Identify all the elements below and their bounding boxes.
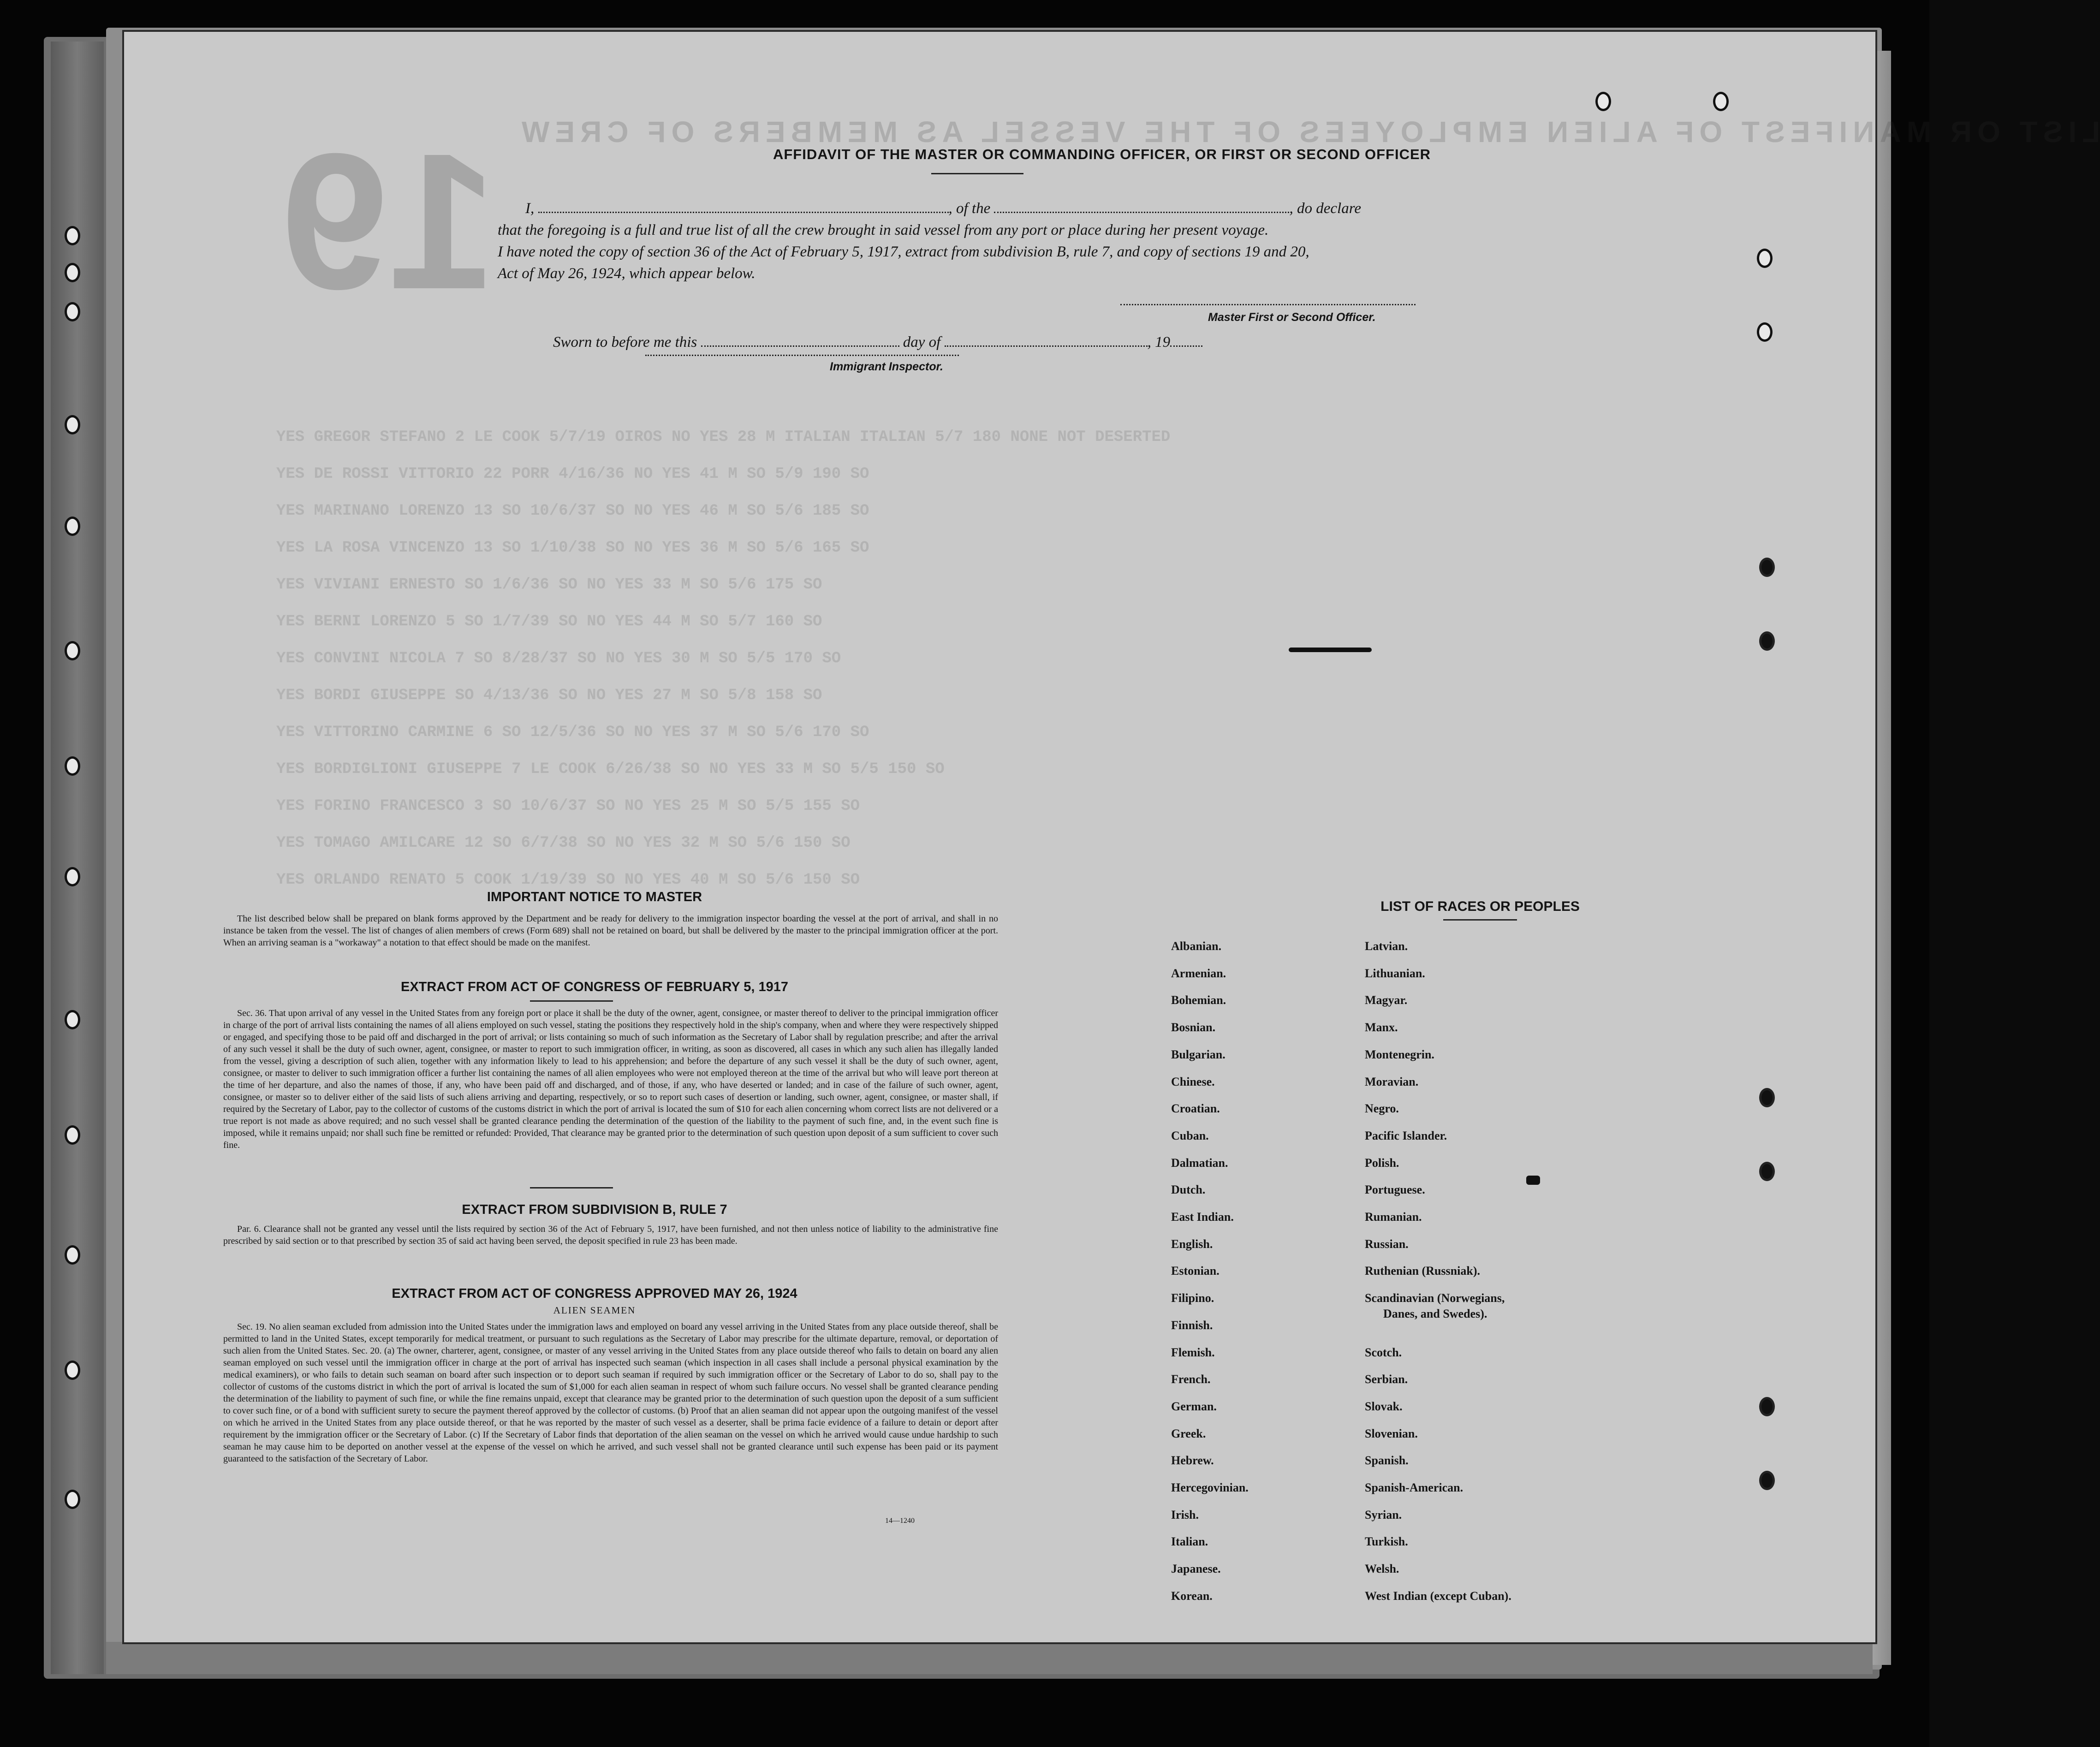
race-item: Magyar. xyxy=(1365,993,1408,1007)
act-1917-title: EXTRACT FROM ACT OF CONGRESS OF FEBRUARY 5, 1917 xyxy=(400,980,789,994)
divider xyxy=(530,1000,613,1002)
race-item: Montenegrin. xyxy=(1365,1048,1434,1061)
notice-text: The list described below shall be prepared on blank forms approved by the Department and be ready for delivery to the immigration inspector boarding the vessel at the port of arrival, and shall in no instance be taken from the vessel. The list of changes of alien members of crews (Form 689) shall not be retained on board, but shall be delivered by the master to the principal immigration officer at the port. When an arriving seaman is a "workaway" a notation to that effect should be made on the manifest. xyxy=(223,914,998,948)
i-label: I, xyxy=(525,200,535,217)
punch-hole-icon xyxy=(1759,1397,1775,1416)
affidavit-title: AFFIDAVIT OF THE MASTER OR COMMANDING OFFICER, OR FIRST OR SECOND OFFICER xyxy=(773,146,1431,162)
punch-hole-icon xyxy=(1759,558,1775,577)
punch-hole-icon xyxy=(1757,249,1773,268)
rule-7-title: EXTRACT FROM SUBDIVISION B, RULE 7 xyxy=(462,1202,727,1217)
vessel-blank[interactable] xyxy=(994,202,1289,213)
ghost-row: YES TOMAGO AMILCARE 12 SO 6/7/38 SO NO YES 32 M SO 5/6 150 SO xyxy=(276,834,851,852)
punch-hole-icon xyxy=(65,517,80,536)
race-item: Manx. xyxy=(1365,1021,1398,1034)
punch-hole-icon xyxy=(65,1245,80,1265)
affidavit-line-3: I have noted the copy of section 36 of the Act of February 5, 1917, extract from subdivision B, rule 7, and copy of sections 19 and 20, xyxy=(498,244,1309,260)
race-item: Hercegovinian. xyxy=(1171,1481,1249,1494)
day-of-label: day of xyxy=(903,334,941,351)
race-item: Slovenian. xyxy=(1365,1427,1418,1440)
punch-hole-icon xyxy=(65,415,80,434)
page-edge-bottom xyxy=(106,1642,1873,1674)
rule-7-text: Par. 6. Clearance shall not be granted any vessel until the lists required by section 36 of the Act of February 5, 1917, have been furnished, and not then unless notice of liability to the administrative fine prescribed by said section or to that prescribed by section 35 of said act having been served, the deposit specified in rule 23 has been made. xyxy=(223,1224,998,1246)
race-item: English. xyxy=(1171,1237,1213,1251)
race-item: Spanish. xyxy=(1365,1454,1409,1467)
act-1917-text: Sec. 36. That upon arrival of any vessel in the United States from any foreign port or place it shall be the duty of the owner, agent, consignee, or master thereof to deliver to the principal immigration officer in charge of the port of arrival lists containing the names of all aliens employed on such vessel, stating the positions they respectively hold in the ship's company, when and where they were respectively shipped or engaged, and specifying those to be paid off and discharged in the port of arrival; or lists containing so much of such information as the Secretary of Labor shall by regulation prescribe; and after the arrival of any such vessel it shall be the duty of such owner, agent, consignee, or master to report to such immigration officer, in writing, as soon as discovered, all cases in which any such alien has illegally landed from the vessel, giving a description of such alien, together with any information likely to lead to his apprehension; and before the departure of any such vessel it shall be the duty of such owner, agent, consignee, or master to deliver to such immigration officer a further list containing the names of all alien employees who were not employed thereon at the time of the arrival but who will leave port thereon at the time of her departure, and also the names of those, if any, who have been paid off and discharged, and of those, if any, who have deserted or landed; and in case of the failure of such owner, agent, consignee, or master so to deliver either of the said lists of such aliens arriving and departing, respectively, or so to report such cases of desertion or landing, such owner, agent, consignee, or master shall, if required by the Secretary of Labor, pay to the collector of customs of the customs district in which the port of arrival is located the sum of $10 for each alien concerning whom correct lists are not delivered or a true report is not made as above required; and no such vessel shall be granted clearance pending the determination of the question of the liability to the payment of such fine, and, in the event such fine is imposed, while it remains unpaid; nor shall such fine be remitted or refunded: Provided, That clearance may be granted prior to the determination of such question upon deposit of a sum sufficient to cover such fine. xyxy=(223,1008,998,1150)
ghost-page-number: 19 xyxy=(281,113,497,330)
race-item: Welsh. xyxy=(1365,1562,1399,1575)
ghost-reverse-heading: LIST OR MANIFEST OF ALIEN EMPLOYEES OF THE VESSEL AS MEMBERS OF CREW xyxy=(516,115,2100,149)
sworn-date-blank[interactable] xyxy=(701,336,899,347)
ghost-row: YES ORLANDO RENATO 5 COOK 1/19/39 SO NO YES 40 M SO 5/6 150 SO xyxy=(276,871,860,889)
ghost-row: YES VITTORINO CARMINE 6 SO 12/5/36 SO NO YES 37 M SO 5/6 170 SO xyxy=(276,724,869,741)
affidavit-line-4: Act of May 26, 1924, which appear below. xyxy=(498,265,756,282)
binding-strip-left xyxy=(51,42,104,1674)
race-item: German. xyxy=(1171,1400,1217,1413)
ghost-row: YES LA ROSA VINCENZO 13 SO 1/10/38 SO NO YES 36 M SO 5/6 165 SO xyxy=(276,539,869,557)
race-item: Pacific Islander. xyxy=(1365,1129,1447,1142)
affidavit-line-1 xyxy=(525,200,1361,217)
punch-hole-icon xyxy=(65,1361,80,1380)
inspector-signature-line[interactable] xyxy=(645,355,959,356)
race-item: Syrian. xyxy=(1365,1508,1402,1521)
ghost-row: YES VIVIANI ERNESTO SO 1/6/36 SO NO YES 33 M SO 5/6 175 SO xyxy=(276,576,822,594)
year-label: , 19 xyxy=(1147,334,1171,351)
act-1924-title: EXTRACT FROM ACT OF CONGRESS APPROVED MAY 26, 1924 xyxy=(392,1286,797,1301)
race-item: Croatian. xyxy=(1171,1102,1220,1115)
punch-hole-icon xyxy=(1713,92,1729,111)
race-item: Chinese. xyxy=(1171,1075,1215,1088)
race-item: Polish. xyxy=(1365,1156,1399,1170)
notice-title: IMPORTANT NOTICE TO MASTER xyxy=(487,890,702,904)
race-item: Negro. xyxy=(1365,1102,1399,1115)
race-continuation: Danes, and Swedes). xyxy=(1383,1307,1487,1320)
punch-hole-icon xyxy=(65,226,80,245)
race-item: Dalmatian. xyxy=(1171,1156,1228,1170)
punch-hole-icon xyxy=(65,1490,80,1509)
race-item: Dutch. xyxy=(1171,1183,1206,1196)
race-item: Flemish. xyxy=(1171,1346,1215,1359)
race-item: Bohemian. xyxy=(1171,993,1226,1007)
ghost-row: YES FORINO FRANCESCO 3 SO 10/6/37 SO NO YES 25 M SO 5/5 155 SO xyxy=(276,797,860,815)
of-the-label: , of the xyxy=(948,200,991,217)
ink-mark xyxy=(1526,1176,1540,1185)
race-item: Japanese. xyxy=(1171,1562,1221,1575)
ghost-row: YES BERNI LORENZO 5 SO 1/7/39 SO NO YES 44 M SO 5/7 160 SO xyxy=(276,613,822,630)
punch-hole-icon xyxy=(1759,631,1775,651)
punch-hole-icon xyxy=(1757,322,1773,342)
ghost-row: YES GREGOR STEFANO 2 LE COOK 5/7/19 OIROS NO YES 28 M ITALIAN ITALIAN 5/7 180 NONE NOT DESERTED xyxy=(276,428,1171,446)
race-item: Korean. xyxy=(1171,1589,1213,1603)
punch-hole-icon xyxy=(65,756,80,776)
race-item: Cuban. xyxy=(1171,1129,1209,1142)
act-1924-subtitle: ALIEN SEAMEN xyxy=(553,1305,636,1316)
name-blank[interactable] xyxy=(538,202,949,213)
sworn-label: Sworn to before me this xyxy=(553,334,697,351)
do-declare-label: , do declare xyxy=(1289,200,1361,217)
form-number: 14—1240 xyxy=(885,1517,915,1525)
ghost-row: YES MARINANO LORENZO 13 SO 10/6/37 SO NO YES 46 M SO 5/6 185 SO xyxy=(276,502,869,520)
race-item: Ruthenian (Russniak). xyxy=(1365,1264,1480,1278)
punch-hole-icon xyxy=(1595,92,1611,111)
race-item: Armenian. xyxy=(1171,967,1226,980)
divider xyxy=(931,173,1023,174)
ghost-row: YES BORDIGLIONI GIUSEPPE 7 LE COOK 6/26/38 SO NO YES 33 M SO 5/5 150 SO xyxy=(276,761,945,778)
ghost-row: YES CONVINI NICOLA 7 SO 8/28/37 SO NO YES 30 M SO 5/5 170 SO xyxy=(276,650,841,667)
punch-hole-icon xyxy=(65,1010,80,1029)
race-item: Finnish. xyxy=(1171,1319,1213,1332)
race-item: Albanian. xyxy=(1171,939,1222,953)
month-blank[interactable] xyxy=(945,336,1148,347)
sworn-line xyxy=(553,334,1202,351)
ghost-row: YES BORDI GIUSEPPE SO 4/13/36 SO NO YES 27 M SO 5/8 158 SO xyxy=(276,687,822,704)
punch-hole-icon xyxy=(1759,1088,1775,1107)
race-item: Scotch. xyxy=(1365,1346,1402,1359)
race-item: Spanish-American. xyxy=(1365,1481,1463,1494)
affidavit-line-2: that the foregoing is a full and true list of all the crew brought in said vessel from any port or place during her present voyage. xyxy=(498,222,1269,238)
race-item: Hebrew. xyxy=(1171,1454,1214,1467)
race-item: Russian. xyxy=(1365,1237,1409,1251)
punch-hole-icon xyxy=(65,1125,80,1145)
race-item: Estonian. xyxy=(1171,1264,1220,1278)
master-signature-label: Master First or Second Officer. xyxy=(1208,311,1376,324)
race-item: Rumanian. xyxy=(1365,1210,1422,1224)
ghost-row: YES DE ROSSI VITTORIO 22 PORR 4/16/36 NO YES 41 M SO 5/9 190 SO xyxy=(276,465,869,483)
punch-hole-icon xyxy=(65,641,80,660)
punch-hole-icon xyxy=(1759,1471,1775,1490)
manifest-sheet xyxy=(122,30,2100,1644)
year-blank[interactable] xyxy=(1170,336,1202,347)
punch-hole-icon xyxy=(65,263,80,282)
race-item: Greek. xyxy=(1171,1427,1206,1440)
race-item: Lithuanian. xyxy=(1365,967,1425,980)
race-item: Bulgarian. xyxy=(1171,1048,1225,1061)
race-item: Filipino. xyxy=(1171,1291,1214,1305)
race-item: Moravian. xyxy=(1365,1075,1419,1088)
race-item: French. xyxy=(1171,1373,1211,1386)
race-item: Irish. xyxy=(1171,1508,1199,1521)
punch-hole-icon xyxy=(65,302,80,321)
race-item: Bosnian. xyxy=(1171,1021,1216,1034)
races-title: LIST OF RACES OR PEOPLES xyxy=(1380,899,1580,914)
race-item: Serbian. xyxy=(1365,1373,1408,1386)
punch-hole-icon xyxy=(65,867,80,886)
race-item: Slovak. xyxy=(1365,1400,1403,1413)
race-item: Scandinavian (Norwegians, xyxy=(1365,1291,1505,1305)
race-item: Portuguese. xyxy=(1365,1183,1425,1196)
signature-line[interactable] xyxy=(1120,304,1416,305)
divider xyxy=(530,1187,613,1188)
race-item: Latvian. xyxy=(1365,939,1408,953)
punch-hole-icon xyxy=(1759,1162,1775,1181)
divider xyxy=(1443,919,1517,921)
race-item: Italian. xyxy=(1171,1535,1208,1548)
ink-mark xyxy=(1289,648,1372,652)
race-item: East Indian. xyxy=(1171,1210,1234,1224)
race-item: Turkish. xyxy=(1365,1535,1408,1548)
inspector-label: Immigrant Inspector. xyxy=(830,360,943,373)
race-item: West Indian (except Cuban). xyxy=(1365,1589,1511,1603)
act-1924-text: Sec. 19. No alien seaman excluded from admission into the United States under the immigration laws and employed on board any vessel arriving in the United States from any place outside thereof, shall be permitted to land in the United States, except temporarily for medical treatment, or pursuant to such regulations as the Secretary of Labor may prescribe for the ultimate departure, removal, or deportation of such alien from the United States. Sec. 20. (a) The owner, charterer, agent, consignee, or master of any vessel arriving in the United States from any place outside thereof who fails to detain on board any alien seaman employed on such vessel until the immigration officer in charge at the port of arrival has inspected such seaman (which inspection in all cases shall include a personal physical examination by the medical examiners), or who fails to detain such seaman on board after such inspection or to deport such seaman if required by such immigration officer or the Secretary of Labor to do so, shall pay to the collector of customs of the customs district in which the port of arrival is located the sum of $1,000 for each alien seaman in respect of whom such failure occurs. No vessel shall be granted clearance pending the determination of the liability to payment of such fine, or while the fine remains unpaid, except that clearance may be granted prior to the determination of such question upon the deposit of a sum sufficient to cover such fine, or of a bond with sufficient surety to secure the payment thereof approved by the collector of customs. (b) Proof that an alien seaman did not appear upon the outgoing manifest of the vessel on which he arrived in the United States from any place outside thereof, or that he was reported by the master of such vessel as a deserter, shall be prima facie evidence of a failure to detain or deport after requirement by the immigration officer or the Secretary of Labor. (c) If the Secretary of Labor finds that deportation of the alien seaman on the vessel on which he arrived would cause undue hardship to such seaman he may cause him to be deported on another vessel at the expense of the vessel on which he arrived, and such vessel shall not be granted clearance until such expense has been paid or its payment guaranteed to the satisfaction of the Secretary of Labor. xyxy=(223,1322,998,1464)
